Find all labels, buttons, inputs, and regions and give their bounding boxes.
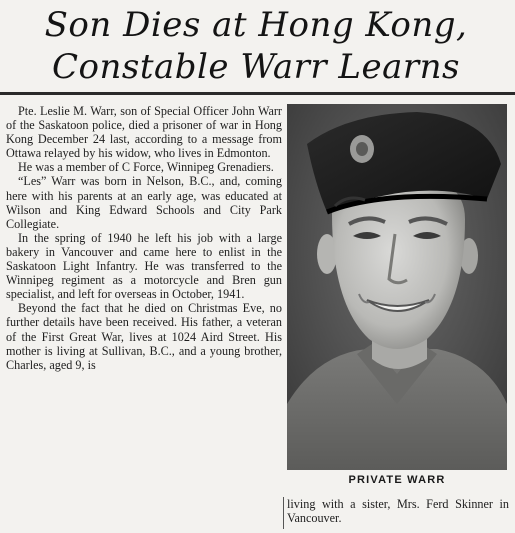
headline — [6, 4, 506, 88]
photo-caption: PRIVATE WARR — [348, 474, 446, 486]
article-paragraph: Beyond the fact that he died on Christmas Eve, no further details have been received. His father, a veteran of the First Great War, lives at 1024 Aird Street. His mother is living at Sullivan, B.C., and a young brother, Charles, aged 9, is — [6, 301, 282, 372]
soldier-portrait-image — [287, 104, 507, 470]
column-divider — [283, 497, 284, 529]
article-continuation — [287, 497, 509, 525]
article-paragraph: He was a member of C Force, Winnipeg Grenadiers. — [18, 160, 274, 175]
headline-line-2: Constable Warr Learns — [52, 47, 460, 87]
article-body — [6, 104, 282, 372]
headline-rule — [0, 92, 515, 95]
headline-line-1: Son Dies at Hong Kong, — [44, 5, 468, 45]
article-continuation-text: living with a sister, Mrs. Ferd Skinner in Vancouver. — [287, 497, 509, 526]
portrait-photo — [287, 104, 507, 470]
article-paragraph: In the spring of 1940 he left his job with a large bakery in Vancouver and came here to enlist in the Saskatoon Light Infantry. He was transferred to the Winnipeg regiment as a motorcycle and Bren gun specialist, and left for overseas in October, 1941. — [6, 230, 282, 302]
article-paragraph: “Les” Warr was born in Nelson, B.C., and, coming here with his parents at an early age, was educated at Wilson and King Edward Schools and City Park Collegiate. — [6, 174, 282, 231]
article-paragraph: Pte. Leslie M. Warr, son of Special Officer John Warr of the Saskatoon police, died a prisoner of war in Hong Kong December 24 last, according to a message from Ottawa relayed by his widow, who lives in Edmonton. — [6, 104, 282, 161]
